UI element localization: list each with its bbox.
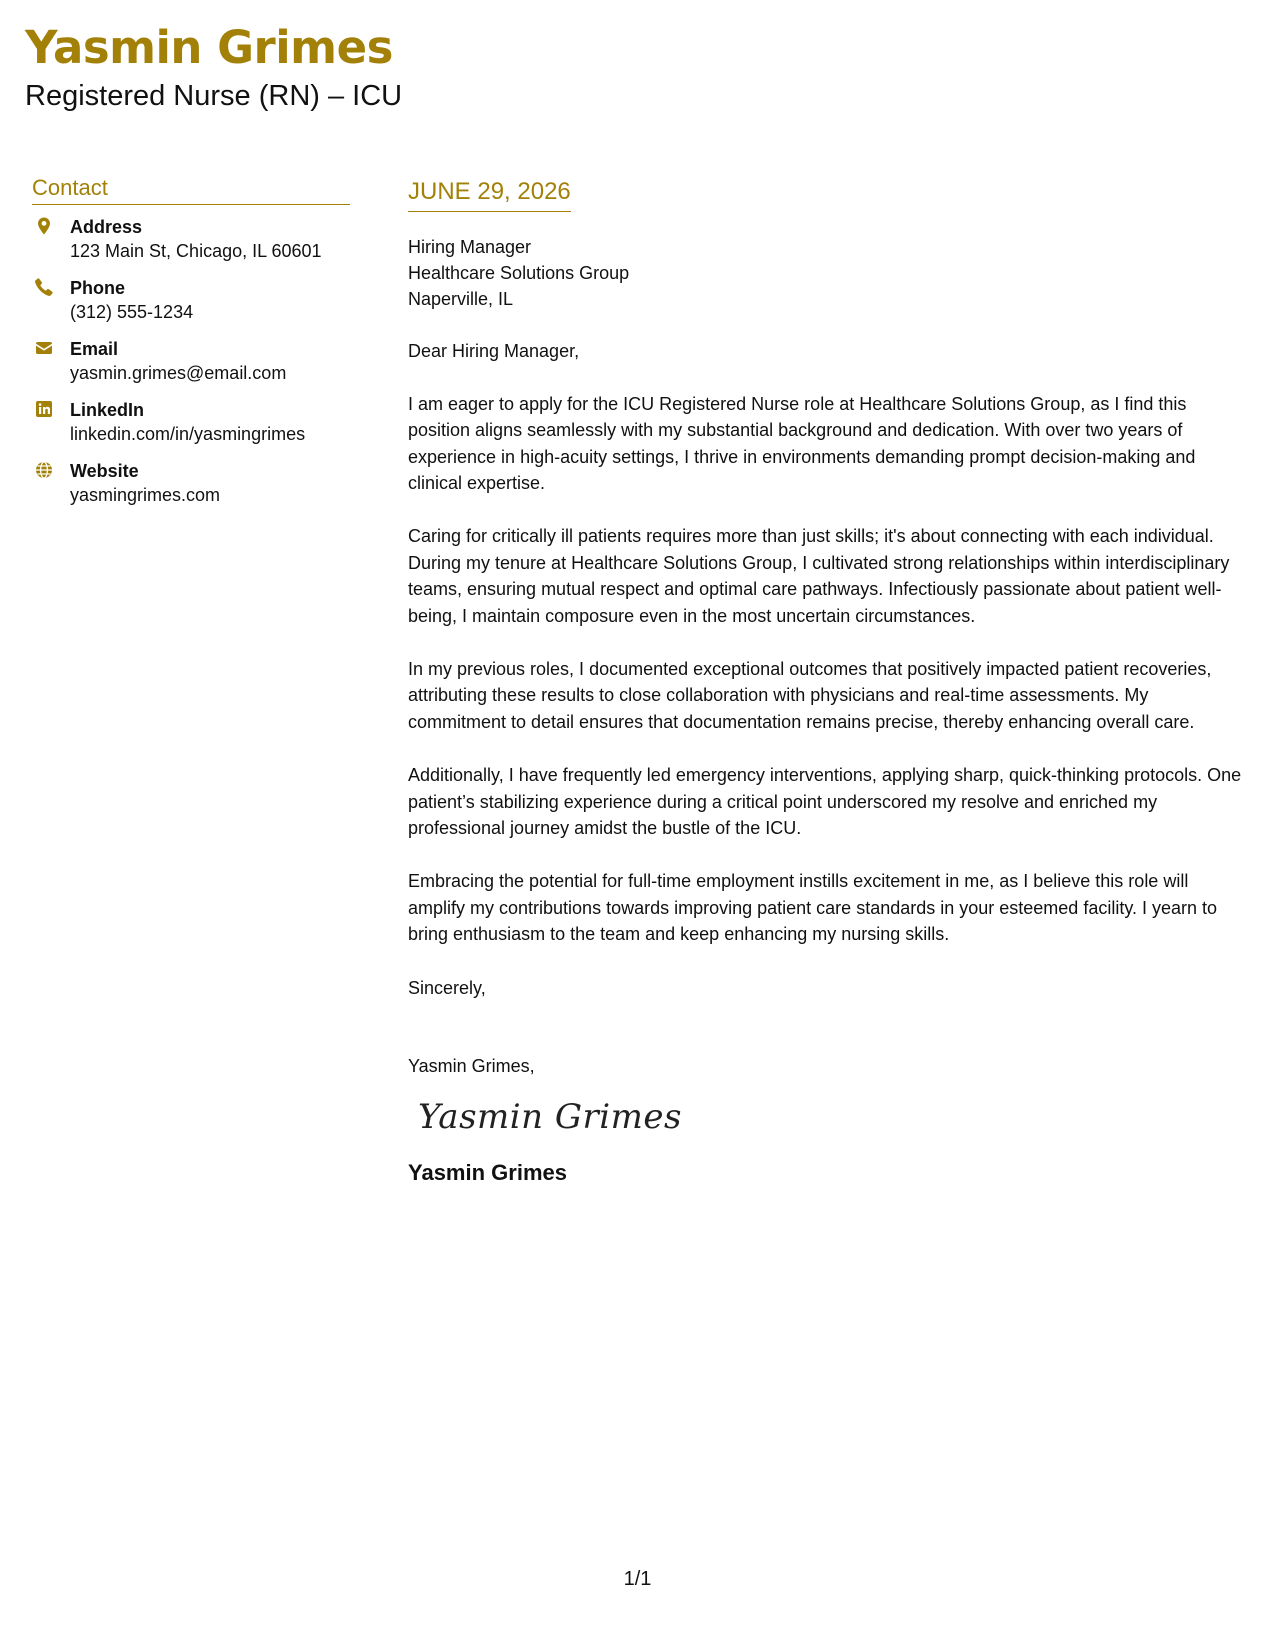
contact-item-website [32,459,350,507]
contact-sidebar [32,175,350,520]
closing: Sincerely, [408,977,486,998]
letter-paragraph: I am eager to apply for the ICU Registered Nurse role at Healthcare Solutions Group, as I find this position aligns seamlessly with my substantial background and dedication. With over two years of experience in high-acuity settings, I thrive in environments demanding prompt decision-making and clinical expertise. [408,393,1196,494]
linkedin-icon [34,399,54,419]
contact-item-phone [32,276,350,324]
printed-name: Yasmin Grimes [408,1159,567,1185]
signoff-name: Yasmin Grimes, [408,1055,535,1076]
contact-list [32,215,350,507]
contact-label-website: Website [70,461,139,482]
letter-paragraph: Embracing the potential for full-time employment instills excitement in me, as I believe this role will amplify my contributions towards improving patient care standards in your esteemed facility. I yearn to bring enthusiasm to the team and keep enhancing my nursing skills. [408,871,1218,945]
contact-value-linkedin: linkedin.com/in/yasmingrimes [70,424,306,445]
letter-date: JUNE 29, 2026 [408,178,571,212]
contact-label-linkedin: LinkedIn [70,400,145,421]
contact-label-phone: Phone [70,278,126,299]
applicant-name: Yasmin Grimes [25,21,393,74]
phone-icon [34,277,54,297]
salutation: Dear Hiring Manager, [408,340,580,361]
recipient-company: Healthcare Solutions Group [408,262,630,283]
contact-label-email: Email [70,339,119,360]
contact-value-address: 123 Main St, Chicago, IL 60601 [70,241,322,262]
globe-icon [34,460,54,480]
letter-body [408,178,1248,1186]
recipient-block [408,234,1248,312]
contact-value-phone: (312) 555-1234 [70,302,194,323]
contact-item-linkedin [32,398,350,446]
recipient-title: Hiring Manager [408,236,532,257]
contact-heading: Contact [32,175,350,205]
job-title: Registered Nurse (RN) – ICU [25,80,403,112]
page-number: 1/1 [623,1568,652,1590]
contact-value-website: yasmingrimes.com [70,485,221,506]
contact-item-address [32,215,350,263]
letter-paragraph: Additionally, I have frequently led emergency interventions, applying sharp, quick-thinking protocols. One patient’s stabilizing experience during a critical point underscored my resolve and enriched my professional journey amidst the bustle of the ICU. [408,765,1242,839]
letter-paragraph: In my previous roles, I documented exceptional outcomes that positively impacted patient recoveries, attributing these results to close collaboration with physicians and real-time assessments. My commitment to detail ensures that documentation remains precise, thereby enhancing overall care. [408,659,1212,732]
map-pin-icon [34,216,54,236]
contact-value-email: yasmin.grimes@email.com [70,363,287,384]
contact-item-email [32,337,350,385]
handwritten-signature: Yasmin Grimes [418,1096,682,1137]
recipient-location: Naperville, IL [408,288,514,309]
contact-label-address: Address [70,217,143,238]
letter-paragraph: Caring for critically ill patients requires more than just skills; it's about connecting with each individual. During my tenure at Healthcare Solutions Group, I cultivated strong relationships within interdisciplinary teams, ensuring mutual respect and optimal care pathways. Infectiously passionate about patient well-being, I maintain composure even in the most uncertain circumstances. [408,526,1230,626]
envelope-icon [34,338,54,358]
